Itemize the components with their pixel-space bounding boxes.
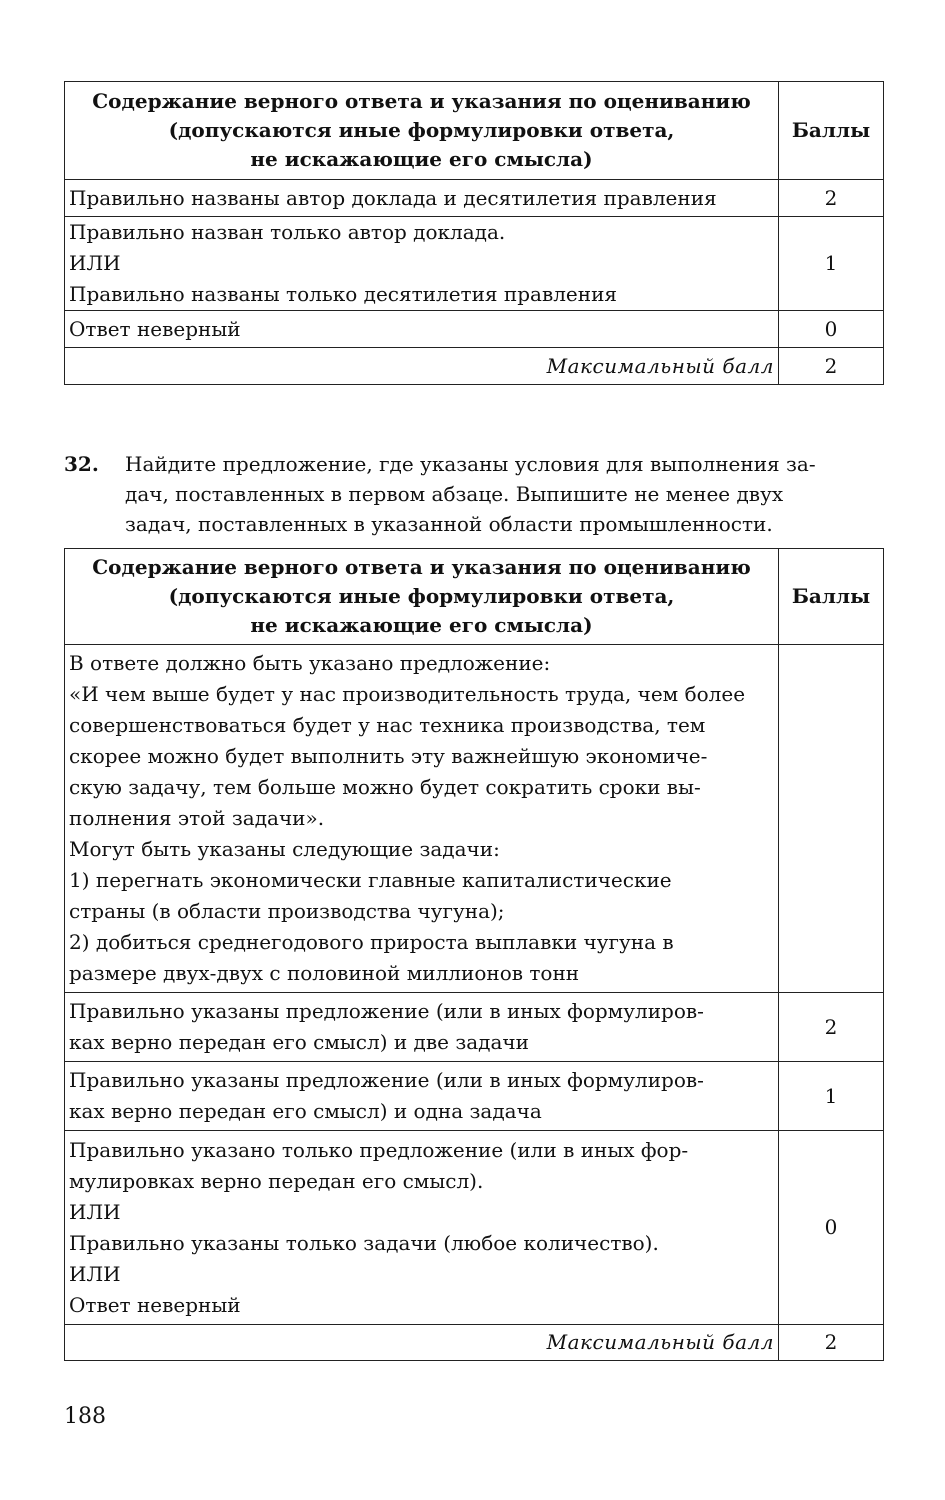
content-line: совершенствоваться будет у нас техника производства, тем [69, 713, 706, 737]
criteria-cell [65, 1062, 779, 1131]
max-score-value: 2 [779, 348, 884, 385]
criteria-cell [65, 180, 779, 217]
header-line: не искажающие его смысла) [250, 147, 593, 171]
score-header: Баллы [779, 549, 884, 645]
score-cell: 2 [779, 180, 884, 217]
content-line: «И чем выше будет у нас производительность труда, чем более [69, 682, 746, 706]
task-line: Найдите предложение, где указаны условия для выполнения за- [125, 452, 816, 476]
criteria-line: ИЛИ [69, 1261, 121, 1286]
task-text [125, 449, 883, 539]
header-line: Содержание верного ответа и указания по оцениванию [92, 89, 751, 113]
criteria-line: Ответ неверный [69, 316, 241, 341]
criteria-line: Ответ неверный [69, 1292, 241, 1317]
criteria-line: Правильно названы только десятилетия правления [69, 282, 618, 306]
criteria-cell [65, 217, 779, 311]
page-number: 188 [64, 1404, 106, 1429]
table-row [65, 180, 884, 217]
criteria-line: Правильно указано только предложение (или в иных фор- [69, 1137, 689, 1162]
task-line: дач, поставленных в первом абзаце. Выпишите не менее двух [125, 482, 784, 506]
table-row [65, 1131, 884, 1325]
criteria-cell [65, 993, 779, 1062]
answer-content-row [65, 645, 884, 993]
table-row [65, 217, 884, 311]
score-cell: 0 [779, 311, 884, 348]
task-line: задач, поставленных в указанной области промышленности. [125, 512, 773, 536]
table-header-row [65, 549, 884, 645]
header-line: (допускаются иные формулировки ответа, [168, 584, 675, 608]
header-line: (допускаются иные формулировки ответа, [168, 118, 675, 142]
criteria-cell [65, 311, 779, 348]
table-row [65, 993, 884, 1062]
grading-table-1 [64, 81, 884, 385]
score-cell: 1 [779, 217, 884, 311]
header-line: не искажающие его смысла) [250, 613, 593, 637]
empty-score-cell [779, 645, 884, 993]
criteria-line: ках верно передан его смысл) и две задачи [69, 1030, 529, 1054]
task-number: 32. [64, 452, 99, 476]
score-cell: 0 [779, 1131, 884, 1325]
criteria-line: Правильно указаны предложение (или в иных формулиров- [69, 999, 704, 1023]
table-row [65, 311, 884, 348]
content-line: страны (в области производства чугуна); [69, 899, 505, 923]
max-score-label: Максимальный балл [65, 348, 779, 385]
criteria-line: ИЛИ [69, 251, 121, 275]
grading-table-2 [64, 548, 884, 1361]
score-cell: 1 [779, 1062, 884, 1131]
criteria-cell [65, 1131, 779, 1325]
content-line: скорее можно будет выполнить эту важнейшую экономиче- [69, 744, 708, 768]
max-score-label: Максимальный балл [65, 1325, 779, 1361]
criteria-line: Правильно названы автор доклада и десятилетия правления [69, 185, 717, 210]
criteria-header [65, 549, 779, 645]
max-score-value: 2 [779, 1325, 884, 1361]
criteria-header [65, 82, 779, 180]
table-header-row [65, 82, 884, 180]
content-line: В ответе должно быть указано предложение: [69, 651, 551, 675]
content-line: 1) перегнать экономически главные капиталистические [69, 868, 672, 892]
content-line: 2) добиться среднегодового прироста выплавки чугуна в [69, 930, 674, 954]
criteria-line: ках верно передан его смысл) и одна задача [69, 1099, 542, 1123]
criteria-line: ИЛИ [69, 1199, 121, 1224]
criteria-line: Правильно указаны только задачи (любое количество). [69, 1230, 659, 1255]
table-row [65, 1062, 884, 1131]
header-line: Содержание верного ответа и указания по оцениванию [92, 555, 751, 579]
score-cell: 2 [779, 993, 884, 1062]
criteria-line: Правильно указаны предложение (или в иных формулиров- [69, 1068, 704, 1092]
content-line: Могут быть указаны следующие задачи: [69, 837, 500, 861]
answer-content-cell [65, 645, 779, 993]
max-score-row [65, 1325, 884, 1361]
content-line: размере двух-двух с половиной миллионов тонн [69, 961, 580, 985]
criteria-line: Правильно назван только автор доклада. [69, 220, 506, 244]
max-score-row [65, 348, 884, 385]
criteria-line: мулировках верно передан его смысл). [69, 1168, 484, 1193]
content-line: скую задачу, тем больше можно будет сократить сроки вы- [69, 775, 701, 799]
content-line: полнения этой задачи». [69, 806, 325, 830]
task-32 [64, 449, 883, 539]
score-header: Баллы [779, 82, 884, 180]
